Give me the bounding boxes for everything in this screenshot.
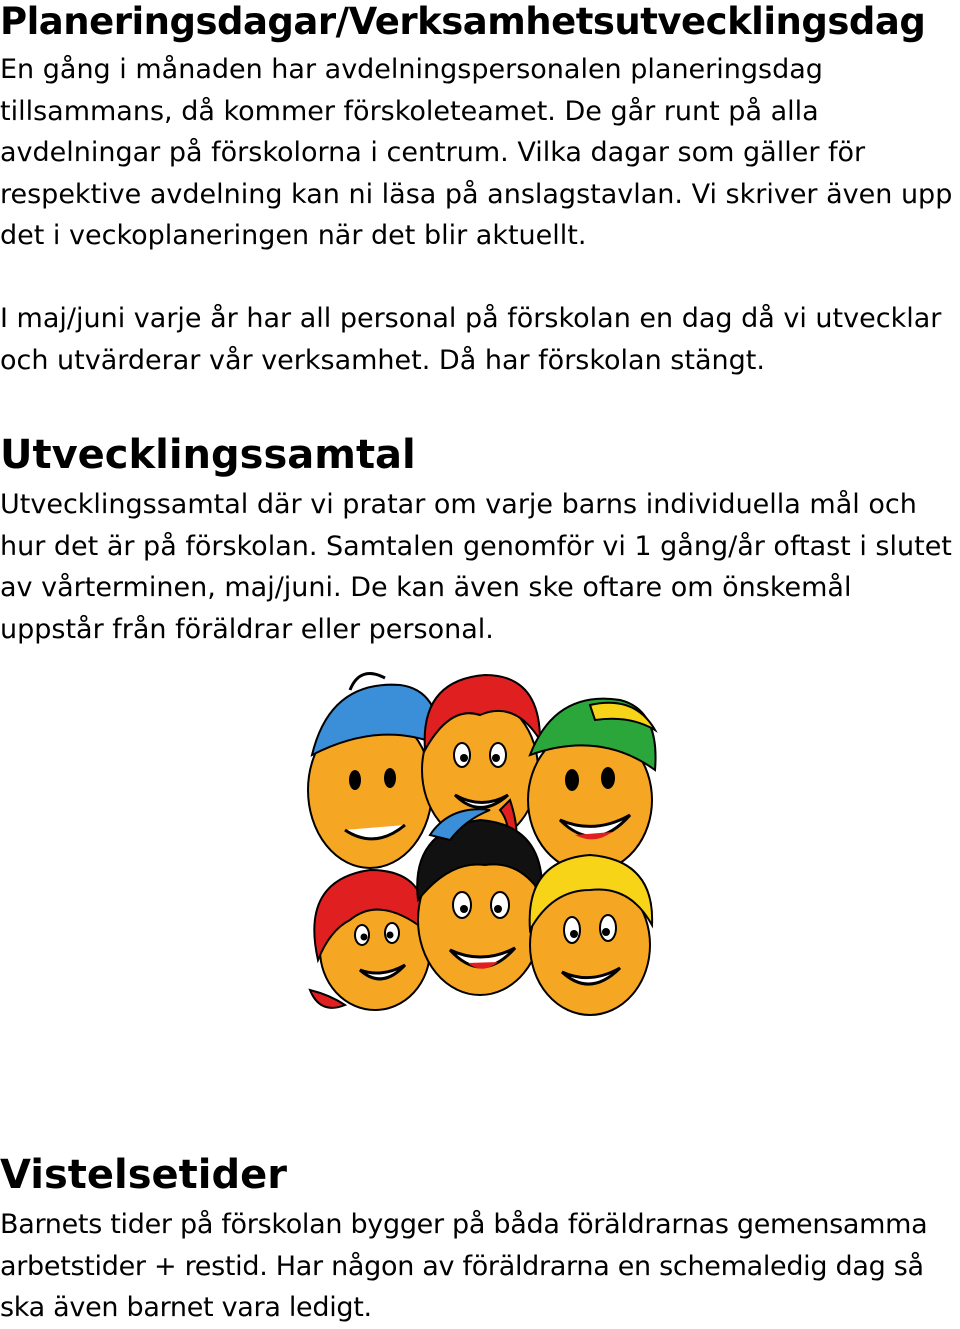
face-red-hair-front	[310, 870, 430, 1010]
cartoon-children-faces-icon	[290, 660, 680, 1040]
face-green-cap	[528, 699, 656, 872]
face-blue-cap	[308, 674, 440, 868]
face-black-hair	[417, 809, 542, 995]
heading-vistelsetider: Vistelsetider	[0, 1152, 287, 1198]
heading-utvecklingssamtal: Utvecklingssamtal	[0, 432, 416, 478]
heading-planeringsdagar: Planeringsdagar/Verksamhetsutvecklingsdag	[0, 0, 926, 43]
paragraph-verksamhetsutveckling: I maj/juni varje år har all personal på förskolan en dag då vi utvecklar och utvärderar vår verksamhet. Då har förskolan stängt.	[0, 303, 942, 376]
paragraph-vistelsetider: Barnets tider på förskolan bygger på båda föräldrarnas gemensamma arbetstider + restid. Har någon av föräldrarna en schemaledig dag så ska även barnet vara ledigt.	[0, 1209, 928, 1323]
paragraph-planeringsdagar: En gång i månaden har avdelningspersonalen planeringsdag tillsammans, då kommer förskoleteamet. De går runt på alla avdelningar på förskolorna i centrum. Vilka dagar som gäller för respektive avdelning kan ni läsa på anslagstavlan. Vi skriver även upp det i veckoplaneringen när det blir aktuellt.	[0, 54, 953, 251]
face-yellow-hair	[530, 855, 652, 1015]
paragraph-utvecklingssamtal: Utvecklingssamtal där vi pratar om varje barns individuella mål och hur det är på förskolan. Samtalen genomför vi 1 gång/år oftast i slutet av vårterminen, maj/juni. De kan även ske oftare om önskemål uppstår från föräldrar eller personal.	[0, 489, 952, 646]
